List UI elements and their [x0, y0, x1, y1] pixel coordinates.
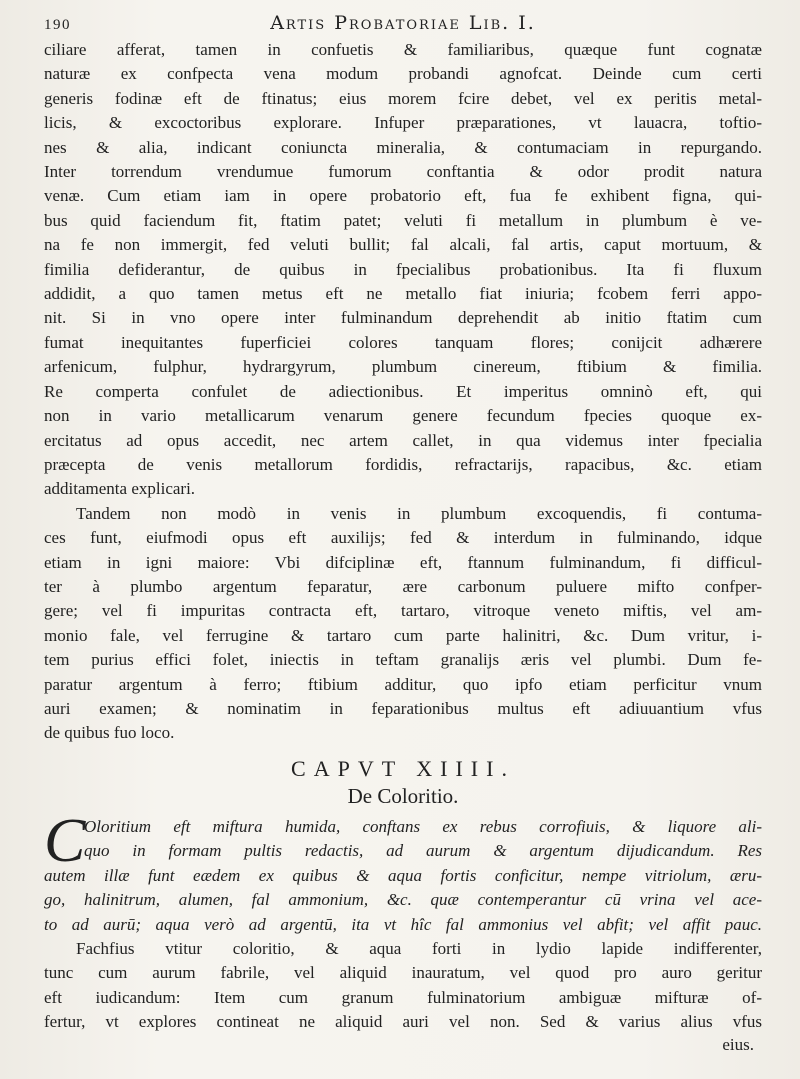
text-line: ercitatus ad opus accedit, nec artem callet, in qua videmus inter fpecialia	[44, 430, 762, 450]
text-line: Fachfius vtitur coloritio, & aqua forti in lydio lapide indifferenter,	[76, 939, 762, 958]
text-line: tem purius effici folet, iniectis in teftam granalijs æris vel plumbi. Dum fe-	[44, 650, 762, 670]
running-title: Artis Probatoriae Lib. I.	[270, 12, 536, 34]
text-line: Inter torrendum vrendumue fumorum conftantia & odor prodit natura	[44, 162, 762, 182]
text-line: de quibus fuo loco.	[44, 723, 175, 743]
text-line: generis fodinæ eft de ftinatus; eius morem fcire debet, vel ex peritis metal-	[44, 88, 762, 108]
text-line: paratur argentum à ferro; ftibium additur, quo ipfo etiam perficitur vnum	[44, 674, 762, 694]
text-line: nit. Si in vno opere inter fulminandum deprehendit ab initio ftatim cum	[44, 308, 762, 328]
text-line: nes & alia, indicant coniuncta mineralia, & contumaciam in repurgando.	[44, 137, 762, 157]
chapter-subtitle: De Coloritio.	[347, 783, 459, 808]
text-line: licis, & excoctoribus explorare. Infuper præparationes, vt lauacra, toftio-	[44, 113, 762, 133]
text-line: Re comperta confulet de adiectionibus. Et imperitus omninò eft, qui	[44, 381, 762, 401]
text-line: naturæ ex confpecta vena modum probandi agnofcat. Deinde cum certi	[44, 64, 762, 84]
paragraph-2	[44, 502, 762, 746]
chapter-heading: CAPVT XIIII.	[291, 755, 515, 781]
drop-cap: C	[44, 806, 86, 875]
text-line: bus quid faciendum fit, ftatim patet; veluti fi metallum in plumbum è ve-	[44, 210, 762, 230]
text-line: auri examen; & nominatim in feparationibus multus eft adiuuantium vfus	[44, 698, 762, 718]
chapter-summary	[44, 806, 762, 937]
text-line: fimilia defiderantur, de quibus in fpecialibus probationibus. Ita fi fluxum	[44, 259, 762, 279]
text-line: na fe non immergit, fed veluti bullit; fal alcali, fal artis, caput mortuum, &	[44, 235, 762, 255]
text-line: fertur, vt explores contineat ne aliquid auri vel non. Sed & varius alius vfus	[44, 1012, 762, 1032]
catchword: eius.	[722, 1034, 754, 1054]
text-line: eft iudicandum: Item cum granum fulminatorium ambiguæ mifturæ of-	[44, 987, 762, 1007]
text-line: gere; vel fi impuritas contracta eft, tartaro, vitroque veneto miftis, vel am-	[44, 601, 762, 621]
text-line: ter à plumbo argentum feparatur, ære carbonum puluere mifto confper-	[44, 576, 762, 596]
text-line: ciliare afferat, tamen in confuetis & familiaribus, quæque funt cognatæ	[44, 40, 762, 59]
running-head	[44, 12, 762, 34]
paragraph-1	[44, 38, 762, 502]
text-line: monio fale, vel ferrugine & tartaro cum parte halinitri, &c. Dum vritur, i-	[44, 625, 762, 645]
text-line: etiam in igni maiore: Vbi difciplinæ eft, ftannum fulminandum, fi difficul-	[44, 552, 762, 572]
text-line: to ad aurū; aqua verò ad argentū, ita vt hîc fal ammonius vel abfit; vel affit pauc.	[44, 914, 762, 934]
text-line: præcepta de venis metallorum fordidis, refractarijs, rapacibus, &c. etiam	[44, 454, 762, 474]
text-line: Oloritium eft miftura humida, conftans ex rebus corrofiuis, & liquore ali-	[84, 816, 762, 836]
text-line: quo in formam pultis redactis, ad aurum & argentum dijudicandum. Res	[84, 841, 762, 861]
page-number: 190	[44, 17, 71, 33]
paragraph-3	[44, 937, 762, 1035]
text-line: addidit, a quo tamen metus eft ne metallo fiat iniuria; fcobem ferri appo-	[44, 284, 762, 304]
text-line: go, halinitrum, alumen, fal ammonium, &c. quæ contemperantur cū vrina vel ace-	[44, 890, 762, 910]
text-line: ces funt, eiufmodi opus eft auxilijs; fed & interdum in fulminando, idque	[44, 528, 762, 548]
text-line: arfenicum, fulphur, hydrargyrum, plumbum cinereum, ftibium & fimilia.	[44, 357, 762, 377]
text-line: tunc cum aurum fabrile, vel aliquid inauratum, vel quod pro auro geritur	[44, 963, 762, 983]
text-line: venæ. Cum etiam iam in opere probatorio eft, fua fe exhibent figna, qui-	[44, 186, 762, 206]
text-line: additamenta explicari.	[44, 479, 196, 499]
text-line: fumat inequitantes fuperficiei colores tanquam flores; conijcit adhærere	[44, 332, 762, 352]
text-line: autem illæ funt eædem ex quibus & aqua fortis conficitur, nempe vitriolum, æru-	[44, 865, 762, 885]
text-line: Tandem non modò in venis in plumbum excoquendis, fi contuma-	[76, 503, 762, 523]
text-line: non in vario metallicarum venarum genere fecundum fpecies quoque ex-	[44, 406, 762, 426]
